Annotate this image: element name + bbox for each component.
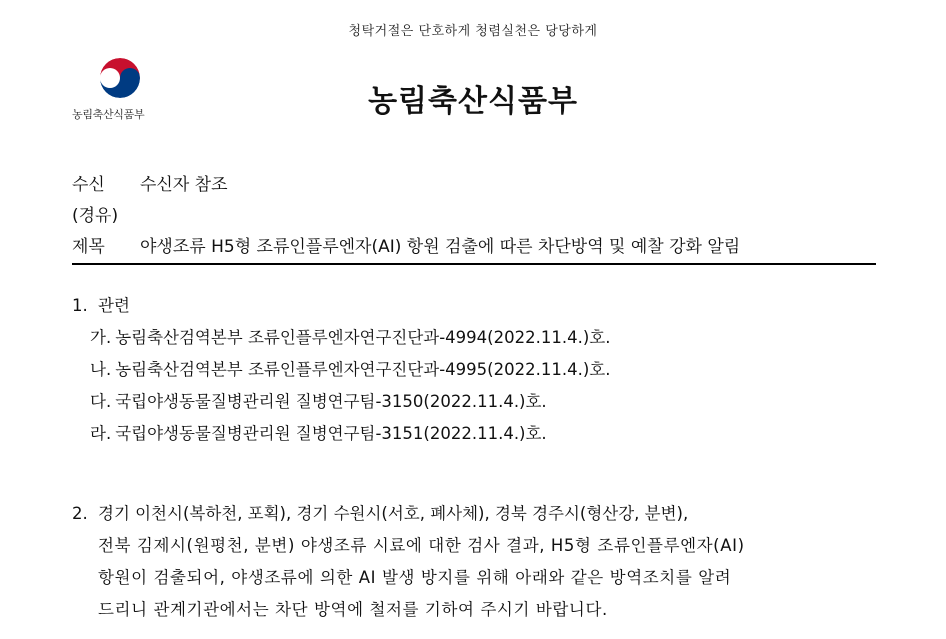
reference-item (72, 354, 882, 386)
reference-item (72, 322, 882, 354)
item2-text: 경기 이천시(복하천, 포획), 경기 수원시(서호, 폐사체), 경북 경주시(형산강, 분변), (98, 504, 689, 523)
reference-text: 농림축산검역본부 조류인플루엔자연구진단과-4994(2022.11.4.)호. (115, 328, 611, 347)
reference-text: 농림축산검역본부 조류인플루엔자연구진단과-4995(2022.11.4.)호. (115, 360, 611, 379)
document-header (72, 170, 876, 265)
via-label: (경유) (72, 206, 119, 226)
subject-row (72, 232, 876, 265)
document-body (72, 290, 882, 626)
item2-line: 드리니 관계기관에서는 차단 방역에 철저를 기하여 주시기 바랍니다. (98, 600, 608, 619)
item1-heading (72, 290, 882, 322)
item2-line: 전북 김제시(원평천, 분변) 야생조류 시료에 대한 검사 결과, H5형 조류인플루엔자(AI) (98, 536, 745, 555)
recipient-label: 수신 (72, 175, 105, 195)
item2-line: 항원이 검출되어, 야생조류에 의한 AI 발생 방지를 위해 아래와 같은 방역조치를 알려 (98, 568, 732, 587)
recipient-row (72, 170, 876, 201)
reference-mark: 나. (90, 360, 112, 379)
recipient-value: 수신자 참조 (140, 175, 228, 195)
logo-text: 농림축산식품부 (72, 108, 145, 121)
reference-item (72, 418, 882, 450)
subject-value: 야생조류 H5형 조류인플루엔자(AI) 항원 검출에 따른 차단방역 및 예찰 강화 알림 (140, 237, 741, 257)
item2-number: 2. (72, 504, 88, 523)
item1-heading-text: 관련 (98, 296, 130, 315)
reference-text: 국립야생동물질병관리원 질병연구팀-3150(2022.11.4.)호. (115, 392, 547, 411)
reference-item (72, 386, 882, 418)
via-row (72, 201, 876, 232)
document-title: 농림축산식품부 (368, 84, 578, 119)
slogan: 청탁거절은 단호하게 청렴실천은 당당하게 (348, 24, 598, 39)
reference-text: 국립야생동물질병관리원 질병연구팀-3151(2022.11.4.)호. (115, 424, 547, 443)
reference-mark: 라. (90, 424, 112, 443)
subject-label: 제목 (72, 237, 105, 257)
item1-number: 1. (72, 296, 88, 315)
reference-mark: 가. (90, 328, 112, 347)
reference-mark: 다. (90, 392, 112, 411)
item2-line (72, 498, 882, 530)
